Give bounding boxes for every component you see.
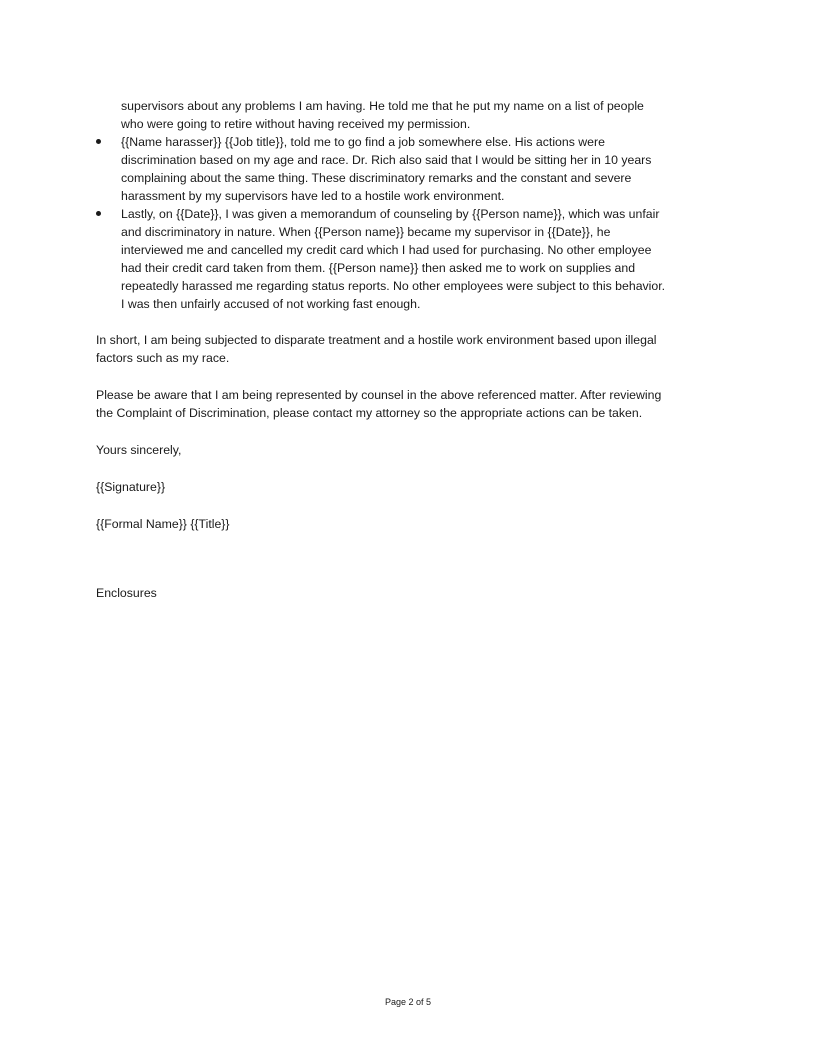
bullet-2-line-3: interviewed me and cancelled my credit card which I had used for purchasing. No other employee: [121, 243, 652, 257]
bullet-2-line-5: repeatedly harassed me regarding status reports. No other employees were subject to this behavior.: [121, 279, 666, 293]
formal-name-title: {{Formal Name}} {{Title}}: [96, 517, 230, 531]
bullet-2-line-2: and discriminatory in nature. When {{Person name}} became my supervisor in {{Date}}, he: [121, 225, 611, 239]
bullet-2-line-1: Lastly, on {{Date}}, I was given a memorandum of counseling by {{Person name}}, which was unfair: [121, 207, 660, 221]
bullet-2-line-4: had their credit card taken from them. {{Person name}} then asked me to work on supplies and: [121, 261, 636, 275]
paragraph-2-line-2: the Complaint of Discrimination, please contact my attorney so the appropriate actions can be taken.: [96, 406, 643, 420]
list-item-continuation-line-1: supervisors about any problems I am having. He told me that he put my name on a list of people: [121, 99, 644, 113]
page-number-footer: Page 2 of 5: [384, 997, 432, 1007]
bullet-marker: [96, 139, 101, 144]
bullet-marker: [96, 211, 101, 216]
bullet-2-line-6: I was then unfairly accused of not working fast enough.: [121, 297, 421, 311]
enclosures-label: Enclosures: [96, 586, 157, 600]
paragraph-2-line-1: Please be aware that I am being represented by counsel in the above referenced matter. After reviewing: [96, 388, 662, 402]
paragraph-1-line-1: In short, I am being subjected to disparate treatment and a hostile work environment based upon illegal: [96, 333, 657, 347]
signature-placeholder: {{Signature}}: [96, 480, 166, 494]
paragraph-1-line-2: factors such as my race.: [96, 351, 230, 365]
bullet-1-line-1: {{Name harasser}} {{Job title}}, told me to go find a job somewhere else. His actions were: [121, 135, 605, 149]
bullet-1-line-2: discrimination based on my age and race. Dr. Rich also said that I would be sitting her in 10 years: [121, 153, 652, 167]
list-item-continuation-line-2: who were going to retire without having received my permission.: [121, 117, 471, 131]
bullet-1-line-3: complaining about the same thing. These discriminatory remarks and the constant and severe: [121, 171, 632, 185]
closing-text: Yours sincerely,: [96, 443, 182, 457]
bullet-1-line-4: harassment by my supervisors have led to a hostile work environment.: [121, 189, 505, 203]
